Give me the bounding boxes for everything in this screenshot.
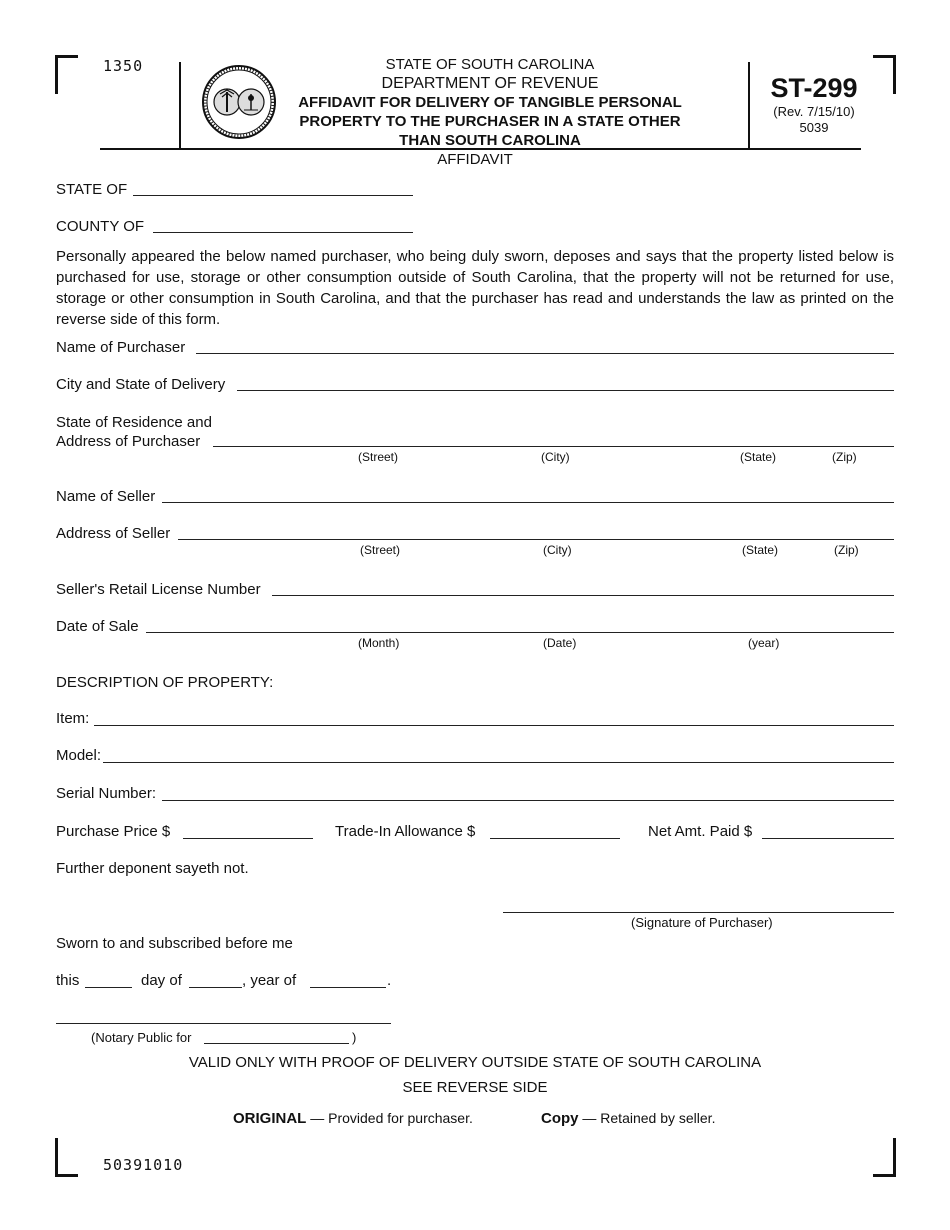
form-code: 5039 (799, 120, 829, 135)
item-field[interactable] (94, 725, 894, 726)
seller-street-sublabel: (Street) (360, 543, 401, 557)
address-of-purchaser-field[interactable] (213, 446, 894, 447)
day-of-label: day of (141, 972, 182, 989)
original-note: ORIGINAL — Provided for purchaser. (233, 1110, 473, 1127)
further-deponent-text: Further deponent sayeth not. (56, 860, 249, 877)
sale-year-sublabel: (year) (748, 636, 780, 650)
valid-notice: VALID ONLY WITH PROOF OF DELIVERY OUTSIDE STATE OF SOUTH CAROLINA (188, 1054, 762, 1071)
serial-number-label: Serial Number: (56, 785, 157, 802)
see-reverse-notice: SEE REVERSE SIDE (402, 1079, 548, 1096)
signature-field[interactable] (503, 912, 894, 913)
seller-city-sublabel: (City) (543, 543, 572, 557)
trade-in-field[interactable] (490, 838, 620, 839)
purchaser-city-sublabel: (City) (541, 450, 570, 464)
notary-state-field[interactable] (204, 1043, 349, 1044)
year-field[interactable] (310, 987, 386, 988)
model-label: Model: (56, 747, 102, 764)
purchase-price-field[interactable] (183, 838, 313, 839)
year-period: . (387, 972, 392, 989)
state-of-field[interactable] (133, 195, 413, 196)
notary-label: (Notary Public for (91, 1030, 192, 1045)
purchase-price-label: Purchase Price $ (56, 823, 171, 840)
purchaser-zip-sublabel: (Zip) (832, 450, 857, 464)
notary-close: ) (352, 1030, 357, 1045)
notary-signature-field[interactable] (56, 1023, 391, 1024)
header-title-line2: PROPERTY TO THE PURCHASER IN A STATE OTHER (299, 113, 681, 130)
date-of-sale-label: Date of Sale (56, 618, 139, 635)
city-state-delivery-field[interactable] (237, 390, 894, 391)
corner-mark-top-left (55, 55, 78, 94)
state-residence-label: State of Residence and Address of Purchaser (56, 414, 212, 450)
header-department: DEPARTMENT OF REVENUE (381, 75, 599, 92)
address-of-seller-field[interactable] (178, 539, 894, 540)
sale-date-sublabel: (Date) (543, 636, 577, 650)
trade-in-label: Trade-In Allowance $ (335, 823, 476, 840)
day-field[interactable] (85, 987, 132, 988)
corner-mark-bottom-right (873, 1138, 896, 1177)
seller-state-sublabel: (State) (742, 543, 779, 557)
header-subtitle: AFFIDAVIT (437, 151, 513, 168)
this-label: this (56, 972, 80, 989)
form-revision: (Rev. 7/15/10) (773, 104, 855, 119)
date-of-sale-field[interactable] (146, 632, 894, 633)
serial-number-field[interactable] (162, 800, 894, 801)
name-of-seller-field[interactable] (162, 502, 894, 503)
sale-month-sublabel: (Month) (358, 636, 400, 650)
county-of-label: COUNTY OF (56, 218, 145, 235)
form-code-top: 1350 (103, 57, 144, 75)
seller-zip-sublabel: (Zip) (834, 543, 859, 557)
form-code-bottom: 50391010 (103, 1156, 184, 1174)
item-label: Item: (56, 710, 90, 727)
state-of-label: STATE OF (56, 181, 128, 198)
name-of-purchaser-field[interactable] (196, 353, 894, 354)
purchaser-state-sublabel: (State) (740, 450, 777, 464)
header-divider-right (748, 62, 750, 149)
state-seal-icon (200, 64, 278, 140)
corner-mark-top-right (873, 55, 896, 94)
signature-sublabel: (Signature of Purchaser) (631, 915, 773, 930)
month-field[interactable] (189, 987, 242, 988)
form-number: ST-299 (770, 73, 858, 103)
model-field[interactable] (103, 762, 894, 763)
header-title-line3: THAN SOUTH CAROLINA (399, 132, 581, 149)
copy-note: Copy — Retained by seller. (541, 1110, 716, 1127)
affidavit-paragraph: Personally appeared the below named purchaser, who being duly sworn, deposes and says that the property listed below is purchased for use, storage or other consumption outside of South Carolina, that the property will not be returned for use, storage or other consumption in South Carolina, and that the purchaser has read and understands the law as printed on the reverse side of this form. (56, 248, 894, 328)
header-divider-left (179, 62, 181, 149)
name-of-purchaser-label: Name of Purchaser (56, 339, 186, 356)
net-amt-label: Net Amt. Paid $ (648, 823, 753, 840)
seller-license-label: Seller's Retail License Number (56, 581, 261, 598)
description-heading: DESCRIPTION OF PROPERTY: (56, 674, 274, 691)
purchaser-street-sublabel: (Street) (358, 450, 399, 464)
name-of-seller-label: Name of Seller (56, 488, 156, 505)
county-of-field[interactable] (153, 232, 413, 233)
header-state: STATE OF SOUTH CAROLINA (385, 56, 595, 73)
corner-mark-bottom-left (55, 1138, 78, 1177)
header-title-line1: AFFIDAVIT FOR DELIVERY OF TANGIBLE PERSONAL (298, 94, 682, 111)
city-state-delivery-label: City and State of Delivery (56, 376, 226, 393)
address-of-seller-label: Address of Seller (56, 525, 171, 542)
net-amt-field[interactable] (762, 838, 894, 839)
year-of-label: , year of (242, 972, 297, 989)
seller-license-field[interactable] (272, 595, 894, 596)
sworn-text: Sworn to and subscribed before me (56, 935, 293, 952)
